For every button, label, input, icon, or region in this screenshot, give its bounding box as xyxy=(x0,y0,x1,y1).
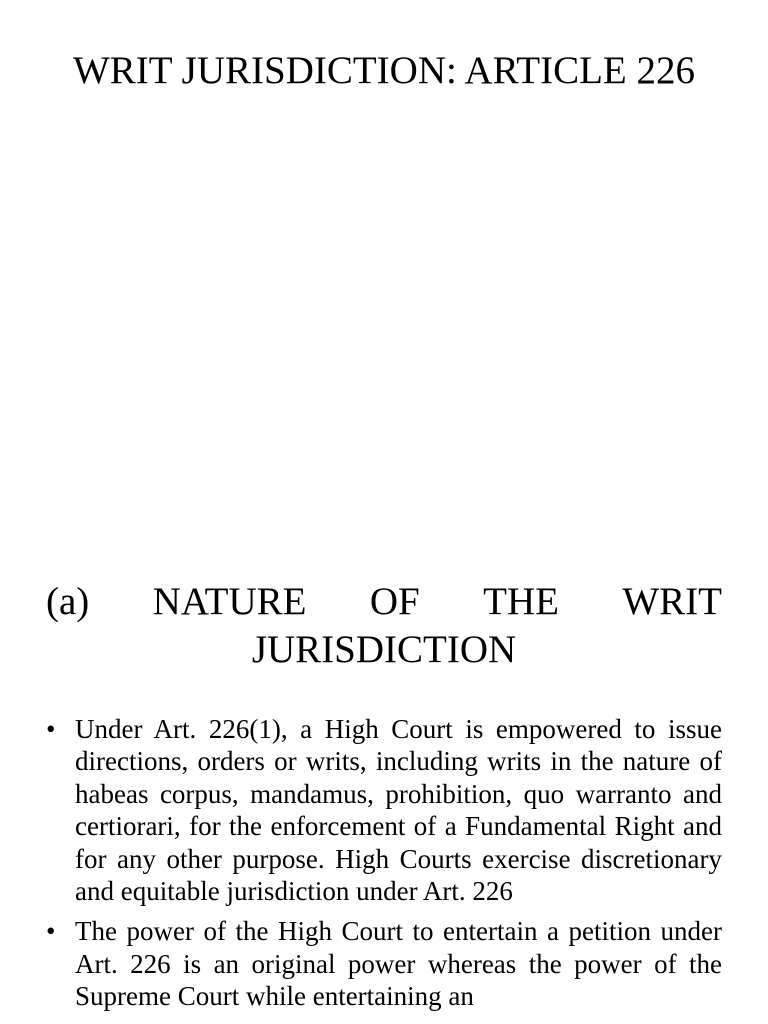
bullet-icon: • xyxy=(46,916,56,947)
heading-word: NATURE xyxy=(152,580,307,623)
section-heading xyxy=(46,578,722,674)
bullet-icon: • xyxy=(46,714,56,744)
bullet-item xyxy=(46,713,722,907)
section-heading-line-2: JURISDICTION xyxy=(251,628,517,671)
heading-word: (a) xyxy=(46,580,90,623)
bullet-list xyxy=(46,713,722,1021)
heading-word: THE xyxy=(483,580,559,623)
section-heading-line-1 xyxy=(46,578,722,626)
heading-word: WRIT xyxy=(622,580,722,623)
slide-title: WRIT JURISDICTION: ARTICLE 226 xyxy=(72,49,695,92)
bullet-item xyxy=(46,915,722,1012)
heading-word: OF xyxy=(369,580,420,623)
bullet-text: Under Art. 226(1), a High Court is empowered to issue directions, orders or writs, including writs in the nature of habeas corpus, mandamus, prohibition, quo warranto and certiorari, for the enforcement of a Fundamental Right and for any other purpose. High Courts exercise discretionary and equitable jurisdiction under Art. 226 xyxy=(75,714,722,907)
bullet-text: The power of the High Court to entertain a petition under Art. 226 is an original power whereas the power of the Supreme Court while entertaining an xyxy=(75,916,722,1012)
